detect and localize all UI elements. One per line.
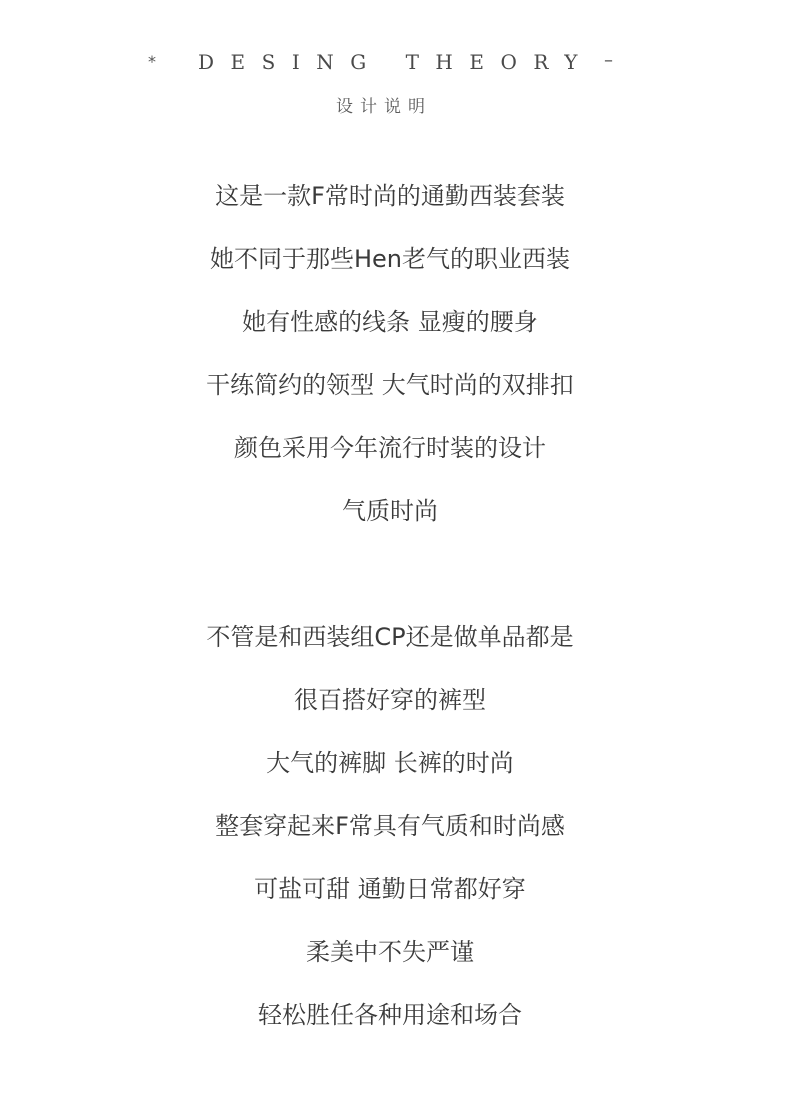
text-line: 这是一款F常时尚的通勤西装套装: [215, 182, 565, 210]
text-line: 整套穿起来F常具有气质和时尚感: [215, 812, 565, 840]
text-line: 很百搭好穿的裤型: [294, 686, 486, 714]
english-title: DESING THEORY: [198, 50, 594, 74]
text-line: 可盐可甜 通勤日常都好穿: [254, 875, 526, 903]
text-line: 大气的裤脚 长裤的时尚: [266, 749, 514, 777]
text-line: 她有性感的线条 显瘦的腰身: [242, 308, 538, 336]
dash-decoration: –: [604, 50, 613, 71]
chinese-subtitle: 设计说明: [336, 97, 432, 117]
text-line: 柔美中不失严谨: [306, 938, 474, 966]
asterisk-icon: *: [148, 52, 156, 71]
text-line: 干练简约的领型 大气时尚的双排扣: [206, 371, 574, 399]
text-line: 她不同于那些Hen老气的职业西装: [209, 245, 571, 273]
text-line: 不管是和西装组CP还是做单品都是: [206, 623, 574, 651]
text-line: 轻松胜任各种用途和场合: [258, 1001, 522, 1029]
text-line: 颜色采用今年流行时装的设计: [234, 434, 546, 462]
text-line: 气质时尚: [342, 497, 438, 525]
